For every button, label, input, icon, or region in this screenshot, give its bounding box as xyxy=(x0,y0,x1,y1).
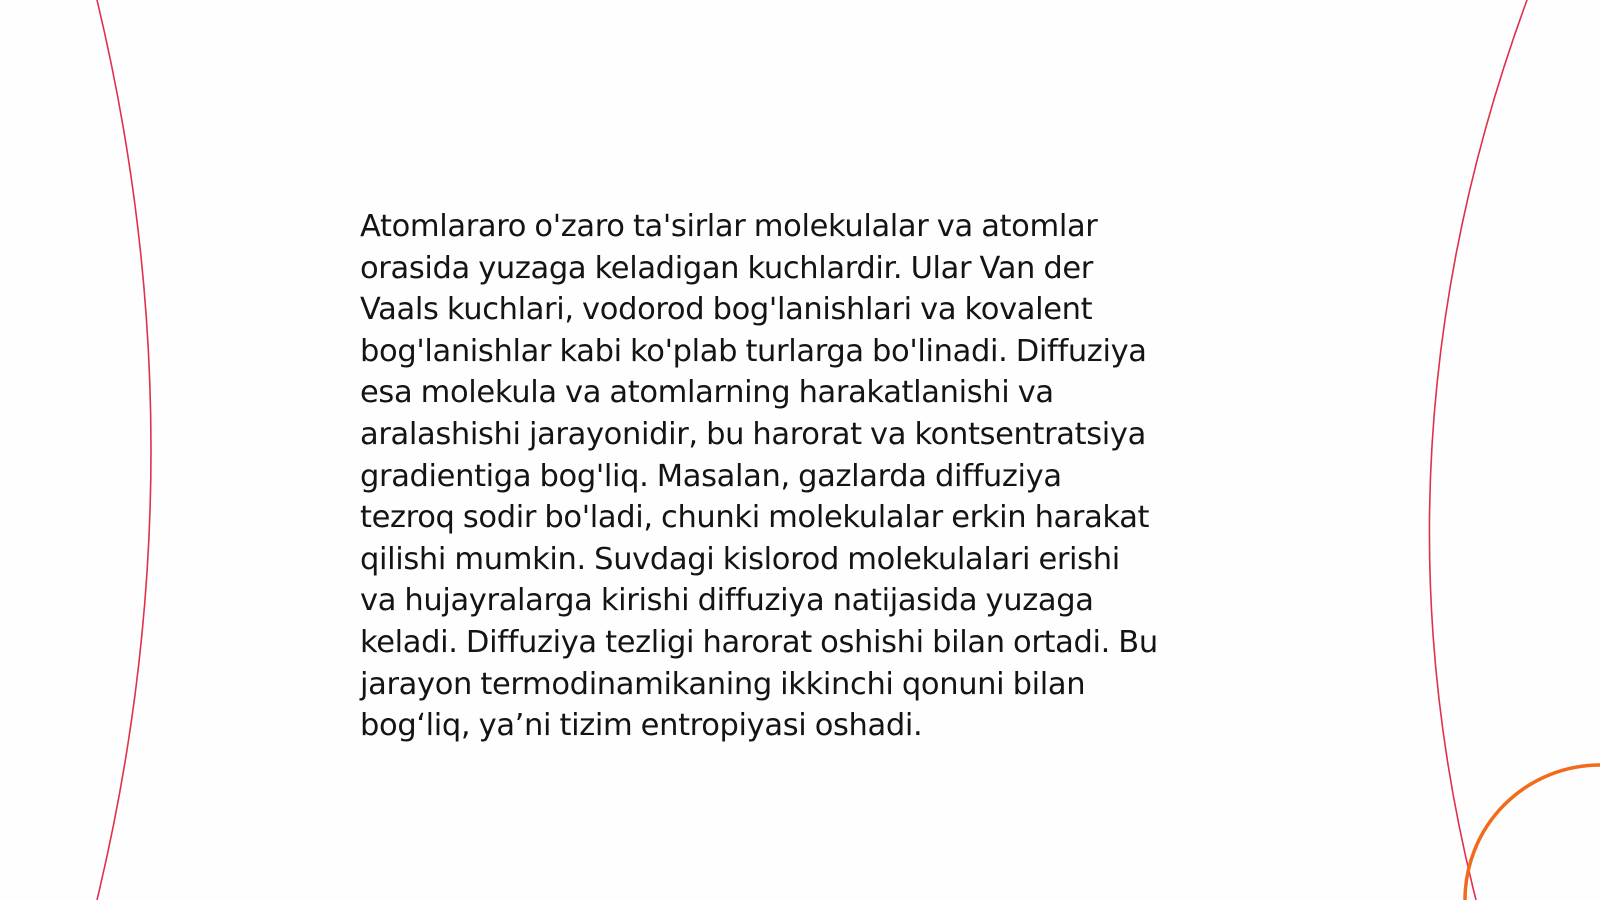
left-curve-line xyxy=(97,0,151,900)
orange-arc xyxy=(1465,765,1600,900)
paragraph-line: va hujayralarga kirishi diffuziya natijasida yuzaga xyxy=(360,583,1094,619)
paragraph-line: qilishi mumkin. Suvdagi kislorod molekulalari erishi xyxy=(360,541,1120,577)
paragraph-line: Atomlararo o'zaro ta'sirlar molekulalar va atomlar xyxy=(360,209,1098,244)
paragraph-line: jarayon termodinamikaning ikkinchi qonuni bilan xyxy=(360,666,1086,702)
right-curve-line xyxy=(1429,0,1527,900)
paragraph-line: gradientiga bog'liq. Masalan, gazlarda diffuziya xyxy=(360,458,1062,494)
paragraph-line: orasida yuzaga keladigan kuchlardir. Ular Van der xyxy=(360,250,1093,286)
paragraph-line: esa molekula va atomlarning harakatlanishi va xyxy=(360,375,1054,411)
body-paragraph xyxy=(360,206,1250,747)
paragraph-line: bog'lanishlar kabi ko'plab turlarga bo'linadi. Diffuziya xyxy=(360,333,1147,369)
paragraph-line: aralashishi jarayonidir, bu harorat va kontsentratsiya xyxy=(360,416,1146,452)
paragraph-line: tezroq sodir bo'ladi, chunki molekulalar erkin harakat xyxy=(360,500,1150,536)
paragraph-line: bog‘liq, ya’ni tizim entropiyasi oshadi. xyxy=(360,708,923,744)
paragraph-line: Vaals kuchlari, vodorod bog'lanishlari va kovalent xyxy=(360,292,1093,328)
paragraph-line: keladi. Diffuziya tezligi harorat oshishi bilan ortadi. Bu xyxy=(360,624,1158,660)
